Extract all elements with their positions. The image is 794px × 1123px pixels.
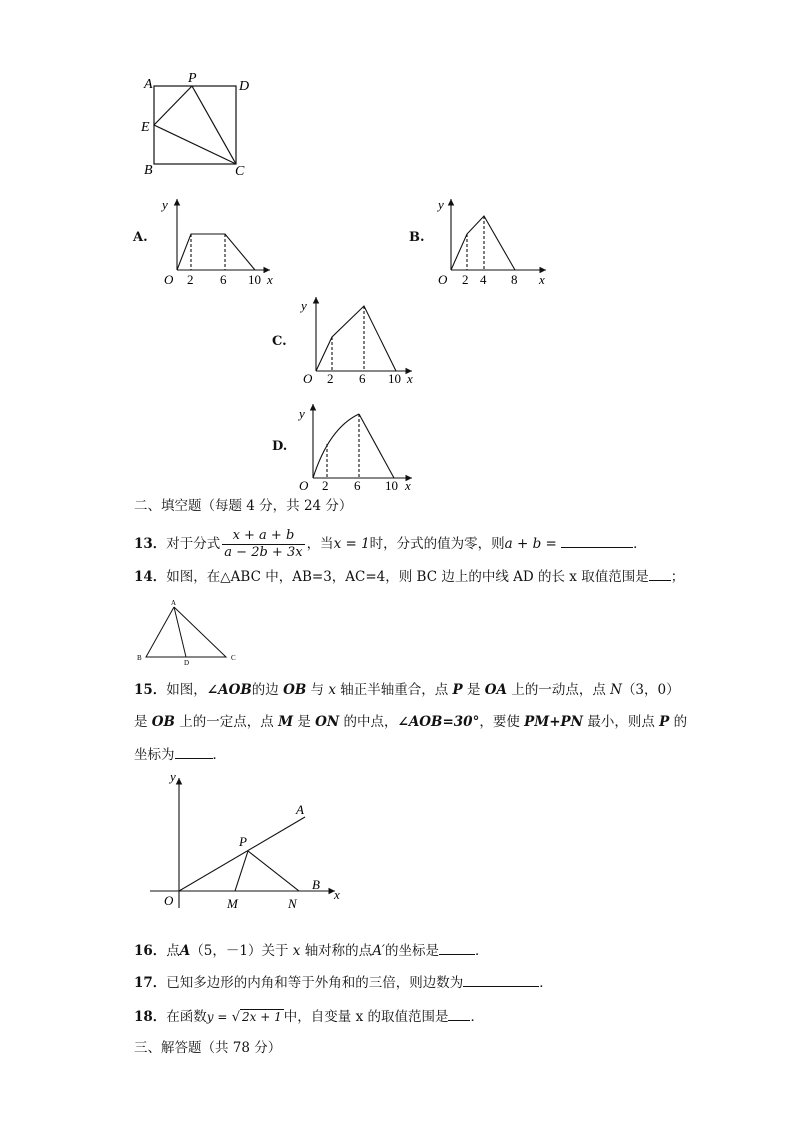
q18-text: 在函数 bbox=[166, 1009, 207, 1025]
q18-text: 中，自变量 x 的取值范围是 bbox=[283, 1009, 449, 1025]
tick-10: 10 bbox=[248, 272, 261, 287]
tick-6: 6 bbox=[359, 371, 366, 386]
question-14 bbox=[134, 566, 684, 587]
y-label: y bbox=[162, 197, 168, 212]
label-b: B bbox=[144, 163, 153, 178]
q13-number: 13． bbox=[134, 536, 167, 552]
q16-end: ． bbox=[475, 943, 489, 959]
graph-line bbox=[316, 306, 396, 371]
q15-text: 是 bbox=[297, 714, 311, 730]
question-15-line-3 bbox=[134, 744, 226, 765]
y-label: y bbox=[299, 406, 305, 421]
q13-fraction bbox=[222, 528, 304, 561]
triangle-figure bbox=[133, 598, 243, 668]
q15-number: 15． bbox=[134, 682, 167, 698]
q15-math: x bbox=[328, 682, 336, 698]
q13-end: ． bbox=[633, 536, 647, 552]
question-15-line-1 bbox=[134, 680, 680, 700]
graph-line bbox=[451, 216, 515, 270]
q17-end: ． bbox=[539, 975, 553, 991]
q15-math: OA bbox=[484, 682, 508, 698]
square-outline bbox=[154, 86, 236, 164]
tick-10: 10 bbox=[388, 371, 401, 386]
q15-math: P bbox=[659, 714, 670, 730]
angle-label-b: B bbox=[312, 877, 320, 892]
q15-end: ． bbox=[212, 747, 226, 763]
q15-text: 轴正半轴重合，点 bbox=[340, 682, 449, 698]
tri-label-a: A bbox=[171, 599, 177, 607]
option-a-label: A. bbox=[133, 230, 148, 245]
q15-text: 是 bbox=[467, 682, 481, 698]
tick-10: 10 bbox=[385, 478, 398, 493]
angle-label-n: N bbox=[288, 896, 297, 911]
question-18 bbox=[134, 1006, 484, 1028]
segment-ec bbox=[154, 125, 236, 164]
q14-end: ； bbox=[670, 569, 685, 585]
angle-label-a: A bbox=[296, 802, 304, 817]
q15-text: 坐标为 bbox=[134, 747, 175, 763]
option-d-label: D. bbox=[272, 439, 288, 454]
q15-math: ON bbox=[315, 714, 340, 730]
q18-radicand: 2x + 1 bbox=[242, 1010, 282, 1024]
q16-math: A′ bbox=[372, 943, 386, 959]
tri-label-b: B bbox=[137, 654, 142, 662]
q13-text-3: 时，分式的值为零，则 bbox=[369, 536, 505, 552]
q16-text: 的坐标是 bbox=[385, 943, 440, 959]
option-c-graph bbox=[299, 293, 424, 388]
section-2-title: 二、填空题（每题 4 分，共 24 分） bbox=[134, 498, 353, 514]
graph-curve bbox=[313, 414, 359, 478]
y-label: y bbox=[438, 197, 444, 212]
tick-8: 8 bbox=[511, 272, 518, 287]
q15-math: N bbox=[610, 682, 622, 698]
angle-label-p: P bbox=[239, 834, 247, 849]
option-c-label: C. bbox=[272, 334, 287, 349]
q18-answer-blank[interactable] bbox=[448, 1006, 470, 1021]
radical-sign: √ bbox=[231, 1010, 241, 1025]
q16-text: 轴对称的点 bbox=[304, 943, 373, 959]
q18-function-y: y = bbox=[206, 1010, 228, 1024]
angle-label-o: O bbox=[164, 893, 174, 908]
q16-text: 点 bbox=[166, 943, 180, 959]
q13-denominator: a − 2b + 3x bbox=[224, 545, 303, 560]
x-label: x bbox=[407, 371, 413, 386]
q14-number: 14． bbox=[134, 569, 167, 585]
tick-6: 6 bbox=[220, 272, 227, 287]
label-p: P bbox=[188, 71, 197, 86]
q15-math: P bbox=[452, 682, 463, 698]
q15-text: 的 bbox=[673, 714, 688, 730]
option-b-graph bbox=[436, 195, 556, 285]
segment-pe bbox=[154, 86, 192, 125]
q13-text-1: 对于分式 bbox=[166, 536, 221, 552]
x-label: x bbox=[539, 272, 545, 287]
q16-text: （5，－1）关于 bbox=[190, 943, 289, 959]
q13-text-2: ，当 bbox=[306, 536, 334, 552]
q14-answer-blank[interactable] bbox=[649, 566, 671, 581]
q16-math: A bbox=[179, 943, 191, 959]
tick-2: 2 bbox=[322, 478, 329, 493]
q14-text: 如图，在△ABC 中，AB=3，AC=4，则 BC 边上的中线 AD 的长 x 取值范围是 bbox=[166, 569, 649, 585]
q18-number: 18． bbox=[134, 1009, 167, 1025]
q17-number: 17． bbox=[134, 975, 167, 991]
q13-expression: a + b = bbox=[504, 536, 557, 552]
graph-line bbox=[177, 234, 255, 270]
tick-6: 6 bbox=[354, 478, 361, 493]
q15-text: 的边 bbox=[251, 682, 279, 698]
label-e: E bbox=[141, 120, 150, 135]
angle-label-x: x bbox=[334, 887, 340, 902]
angle-label-m: M bbox=[227, 896, 238, 911]
option-a-graph bbox=[160, 195, 280, 285]
q16-math: x bbox=[292, 943, 301, 959]
tick-2: 2 bbox=[187, 272, 194, 287]
x-label: x bbox=[267, 272, 273, 287]
square-figure bbox=[135, 70, 275, 180]
tick-2: 2 bbox=[327, 371, 334, 386]
origin-label: O bbox=[303, 371, 313, 386]
q15-text: 上的一定点，点 bbox=[179, 714, 274, 730]
q17-answer-blank[interactable] bbox=[463, 972, 539, 987]
q13-answer-blank[interactable] bbox=[561, 533, 633, 548]
q18-end: ． bbox=[470, 1009, 484, 1025]
triangle-abc bbox=[146, 607, 226, 657]
tick-4: 4 bbox=[480, 272, 487, 287]
median-ad bbox=[174, 607, 186, 657]
x-label: x bbox=[405, 478, 411, 493]
q15-math: ∠AOB=30° bbox=[397, 714, 480, 730]
q15-math: ∠AOB bbox=[206, 682, 252, 698]
tri-label-c: C bbox=[231, 654, 236, 662]
q13-condition: x = 1 bbox=[333, 536, 370, 552]
origin-label: O bbox=[164, 272, 174, 287]
question-15-line-2 bbox=[134, 712, 687, 732]
question-16 bbox=[134, 940, 489, 961]
q15-text: ，要使 bbox=[479, 714, 520, 730]
ray-oa bbox=[179, 817, 305, 891]
q15-text: 与 bbox=[310, 682, 325, 698]
q15-answer-blank[interactable] bbox=[175, 744, 213, 759]
segment-pc bbox=[192, 86, 236, 164]
q15-math: PM+PN bbox=[524, 714, 584, 730]
segment-pn bbox=[248, 851, 299, 891]
q15-math: M bbox=[278, 714, 294, 730]
label-d: D bbox=[239, 79, 250, 94]
option-b-label: B. bbox=[409, 230, 425, 245]
q15-text: 最小，则点 bbox=[587, 714, 655, 730]
q15-math: OB bbox=[283, 682, 307, 698]
q17-text: 已知多边形的内角和等于外角和的三倍，则边数为 bbox=[166, 975, 464, 991]
tri-label-d: D bbox=[184, 659, 190, 667]
angle-figure bbox=[145, 770, 355, 915]
q15-text: 如图， bbox=[166, 682, 207, 698]
graph-line bbox=[359, 414, 394, 478]
q16-answer-blank[interactable] bbox=[439, 940, 475, 955]
tick-2: 2 bbox=[462, 272, 469, 287]
section-3-title: 三、解答题（共 78 分） bbox=[134, 1040, 282, 1056]
origin-label: O bbox=[438, 272, 448, 287]
q13-numerator: x + a + b bbox=[222, 528, 304, 545]
q15-text: 是 bbox=[134, 714, 148, 730]
label-a: A bbox=[144, 77, 153, 92]
q16-number: 16． bbox=[134, 943, 167, 959]
q15-text: 上的一动点，点 bbox=[511, 682, 606, 698]
question-13 bbox=[134, 528, 647, 561]
option-d-graph bbox=[299, 398, 424, 493]
q15-text: （3，0） bbox=[621, 682, 680, 698]
question-17 bbox=[134, 972, 553, 993]
angle-label-y: y bbox=[170, 769, 176, 784]
origin-label: O bbox=[299, 478, 309, 493]
q15-math: OB bbox=[151, 714, 175, 730]
y-label: y bbox=[301, 298, 307, 313]
q15-text: 的中点， bbox=[343, 714, 398, 730]
label-c: C bbox=[235, 164, 245, 179]
